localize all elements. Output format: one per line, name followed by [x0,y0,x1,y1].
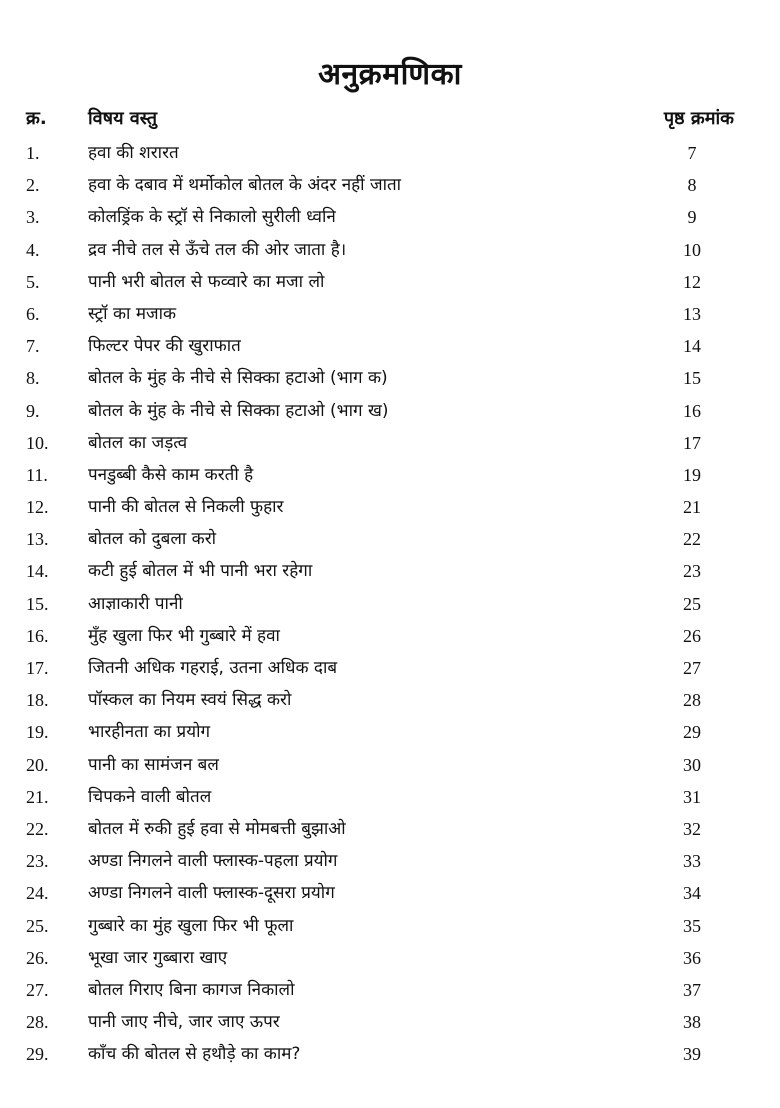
entry-number: 22. [26,818,49,839]
entry-page-number: 25 [683,593,701,614]
entry-number: 21. [26,786,49,807]
list-item [0,588,780,620]
entry-number: 9. [26,400,40,421]
entry-topic: बोतल गिराए बिना कागज निकालो [88,979,295,1000]
list-item [0,234,780,266]
entry-topic: स्ट्रॉ का मजाक [88,303,177,324]
entry-topic: काँच की बोतल से हथौड़े का काम? [88,1044,301,1065]
entry-page-number: 15 [683,368,701,389]
entry-page-number: 34 [683,883,701,904]
list-item [0,523,780,555]
list-item [0,813,780,845]
entry-topic: बोतल के मुंह के नीचे से सिक्का हटाओ (भाग क) [88,368,388,389]
entry-number: 16. [26,625,49,646]
entry-number: 10. [26,432,49,453]
entry-topic: पानी भरी बोतल से फव्वारे का मजा लो [88,271,325,292]
entry-page-number: 30 [683,754,701,775]
entry-page-number: 26 [683,625,701,646]
list-item [0,169,780,201]
entry-page-number: 17 [683,432,701,453]
entry-topic: हवा के दबाव में थर्मोकोल बोतल के अंदर नहीं जाता [88,175,402,196]
entry-page-number: 35 [683,915,701,936]
entry-page-number: 16 [683,400,701,421]
list-item [0,491,780,523]
entry-number: 25. [26,915,49,936]
list-item [0,877,780,909]
entry-number: 26. [26,947,49,968]
entry-topic: आज्ञाकारी पानी [88,593,183,614]
entry-number: 5. [26,271,40,292]
entry-topic: पानी का सामंजन बल [88,754,219,775]
list-item [0,459,780,491]
list-item [0,298,780,330]
entry-page-number: 36 [683,947,701,968]
entry-page-number: 31 [683,786,701,807]
entry-page-number: 23 [683,561,701,582]
entry-page-number: 21 [683,497,701,518]
list-item [0,684,780,716]
entry-page-number: 12 [683,271,701,292]
entry-topic: पनडुब्बी कैसे काम करती है [88,464,254,485]
entry-topic: बोतल में रुकी हुई हवा से मोमबत्ती बुझाओ [88,818,346,839]
list-item [0,716,780,748]
entry-topic: अण्डा निगलने वाली फ्लास्क-दूसरा प्रयोग [88,883,335,904]
list-item [0,330,780,362]
list-item [0,845,780,877]
list-item [0,395,780,427]
entry-topic: द्रव नीचे तल से ऊँचे तल की ओर जाता है। [88,239,347,260]
table-header [0,106,780,134]
entry-topic: कटी हुई बोतल में भी पानी भरा रहेगा [88,561,313,582]
entry-number: 13. [26,529,49,550]
entry-page-number: 27 [683,658,701,678]
entry-topic: पॉस्कल का नियम स्वयं सिद्ध करो [88,690,292,711]
entry-topic: बोतल को दुबला करो [88,529,217,550]
entry-number: 28. [26,1012,49,1033]
entry-page-number: 14 [683,336,701,357]
list-item [0,137,780,169]
entry-topic: भूखा जार गुब्बारा खाए [88,947,228,968]
entry-number: 20. [26,754,49,775]
entry-number: 1. [26,143,40,163]
list-item [0,362,780,394]
entry-number: 24. [26,883,49,904]
entry-topic: जितनी अधिक गहराई, उतना अधिक दाब [88,658,338,678]
entry-number: 15. [26,593,49,614]
entry-page-number: 28 [683,690,701,711]
entry-number: 14. [26,561,49,582]
list-item [0,427,780,459]
list-item [0,266,780,298]
entry-number: 27. [26,979,49,1000]
entry-page-number: 38 [683,1012,701,1033]
list-item [0,652,780,684]
entry-page-number: 22 [683,529,701,550]
entry-page-number: 39 [683,1044,701,1065]
entry-topic: पानी की बोतल से निकली फुहार [88,497,284,518]
header-topic: विषय वस्तु [88,108,158,129]
entry-number: 19. [26,722,49,743]
list-item [0,555,780,587]
entry-topic: बोतल के मुंह के नीचे से सिक्का हटाओ (भाग ख) [88,400,389,421]
entry-number: 8. [26,368,40,389]
entry-page-number: 29 [683,722,701,743]
entry-topic: भारहीनता का प्रयोग [88,722,211,743]
entry-topic: फिल्टर पेपर की खुराफात [88,336,241,357]
entry-page-number: 19 [683,464,701,485]
entry-number: 18. [26,690,49,711]
entry-number: 3. [26,207,40,228]
entry-number: 4. [26,239,40,260]
entry-number: 29. [26,1044,49,1065]
list-item [0,1006,780,1038]
list-item [0,1038,780,1070]
entry-topic: मुँह खुला फिर भी गुब्बारे में हवा [88,625,280,646]
entry-number: 23. [26,851,49,872]
entry-topic: पानी जाए नीचे, जार जाए ऊपर [88,1012,280,1033]
entry-number: 17. [26,658,49,678]
list-item [0,749,780,781]
index-list [0,137,780,1070]
entry-number: 2. [26,175,40,196]
entry-page-number: 8 [687,175,697,196]
entry-number: 7. [26,336,40,357]
list-item [0,781,780,813]
page-title: अनुक्रमणिका [318,57,462,92]
entry-page-number: 37 [683,979,701,1000]
header-serial-number: क्र. [26,108,47,129]
list-item [0,942,780,974]
entry-number: 6. [26,303,40,324]
entry-topic: कोलड्रिंक के स्ट्रॉ से निकालो सुरीली ध्वनि [88,207,336,228]
entry-number: 11. [26,464,48,485]
list-item [0,974,780,1006]
entry-page-number: 9 [687,207,697,228]
list-item [0,201,780,233]
entry-topic: हवा की शरारत [88,143,179,163]
entry-topic: गुब्बारे का मुंह खुला फिर भी फूला [88,915,294,936]
entry-topic: बोतल का जड़त्व [88,432,188,453]
entry-page-number: 7 [687,143,697,163]
list-item [0,620,780,652]
entry-page-number: 33 [683,851,701,872]
list-item [0,910,780,942]
entry-topic: अण्डा निगलने वाली फ्लास्क-पहला प्रयोग [88,851,338,872]
entry-number: 12. [26,497,49,518]
entry-page-number: 32 [683,818,701,839]
entry-page-number: 13 [683,303,701,324]
header-page-number: पृष्ठ क्रमांक [663,108,734,129]
entry-page-number: 10 [683,239,701,260]
entry-topic: चिपकने वाली बोतल [88,786,212,807]
